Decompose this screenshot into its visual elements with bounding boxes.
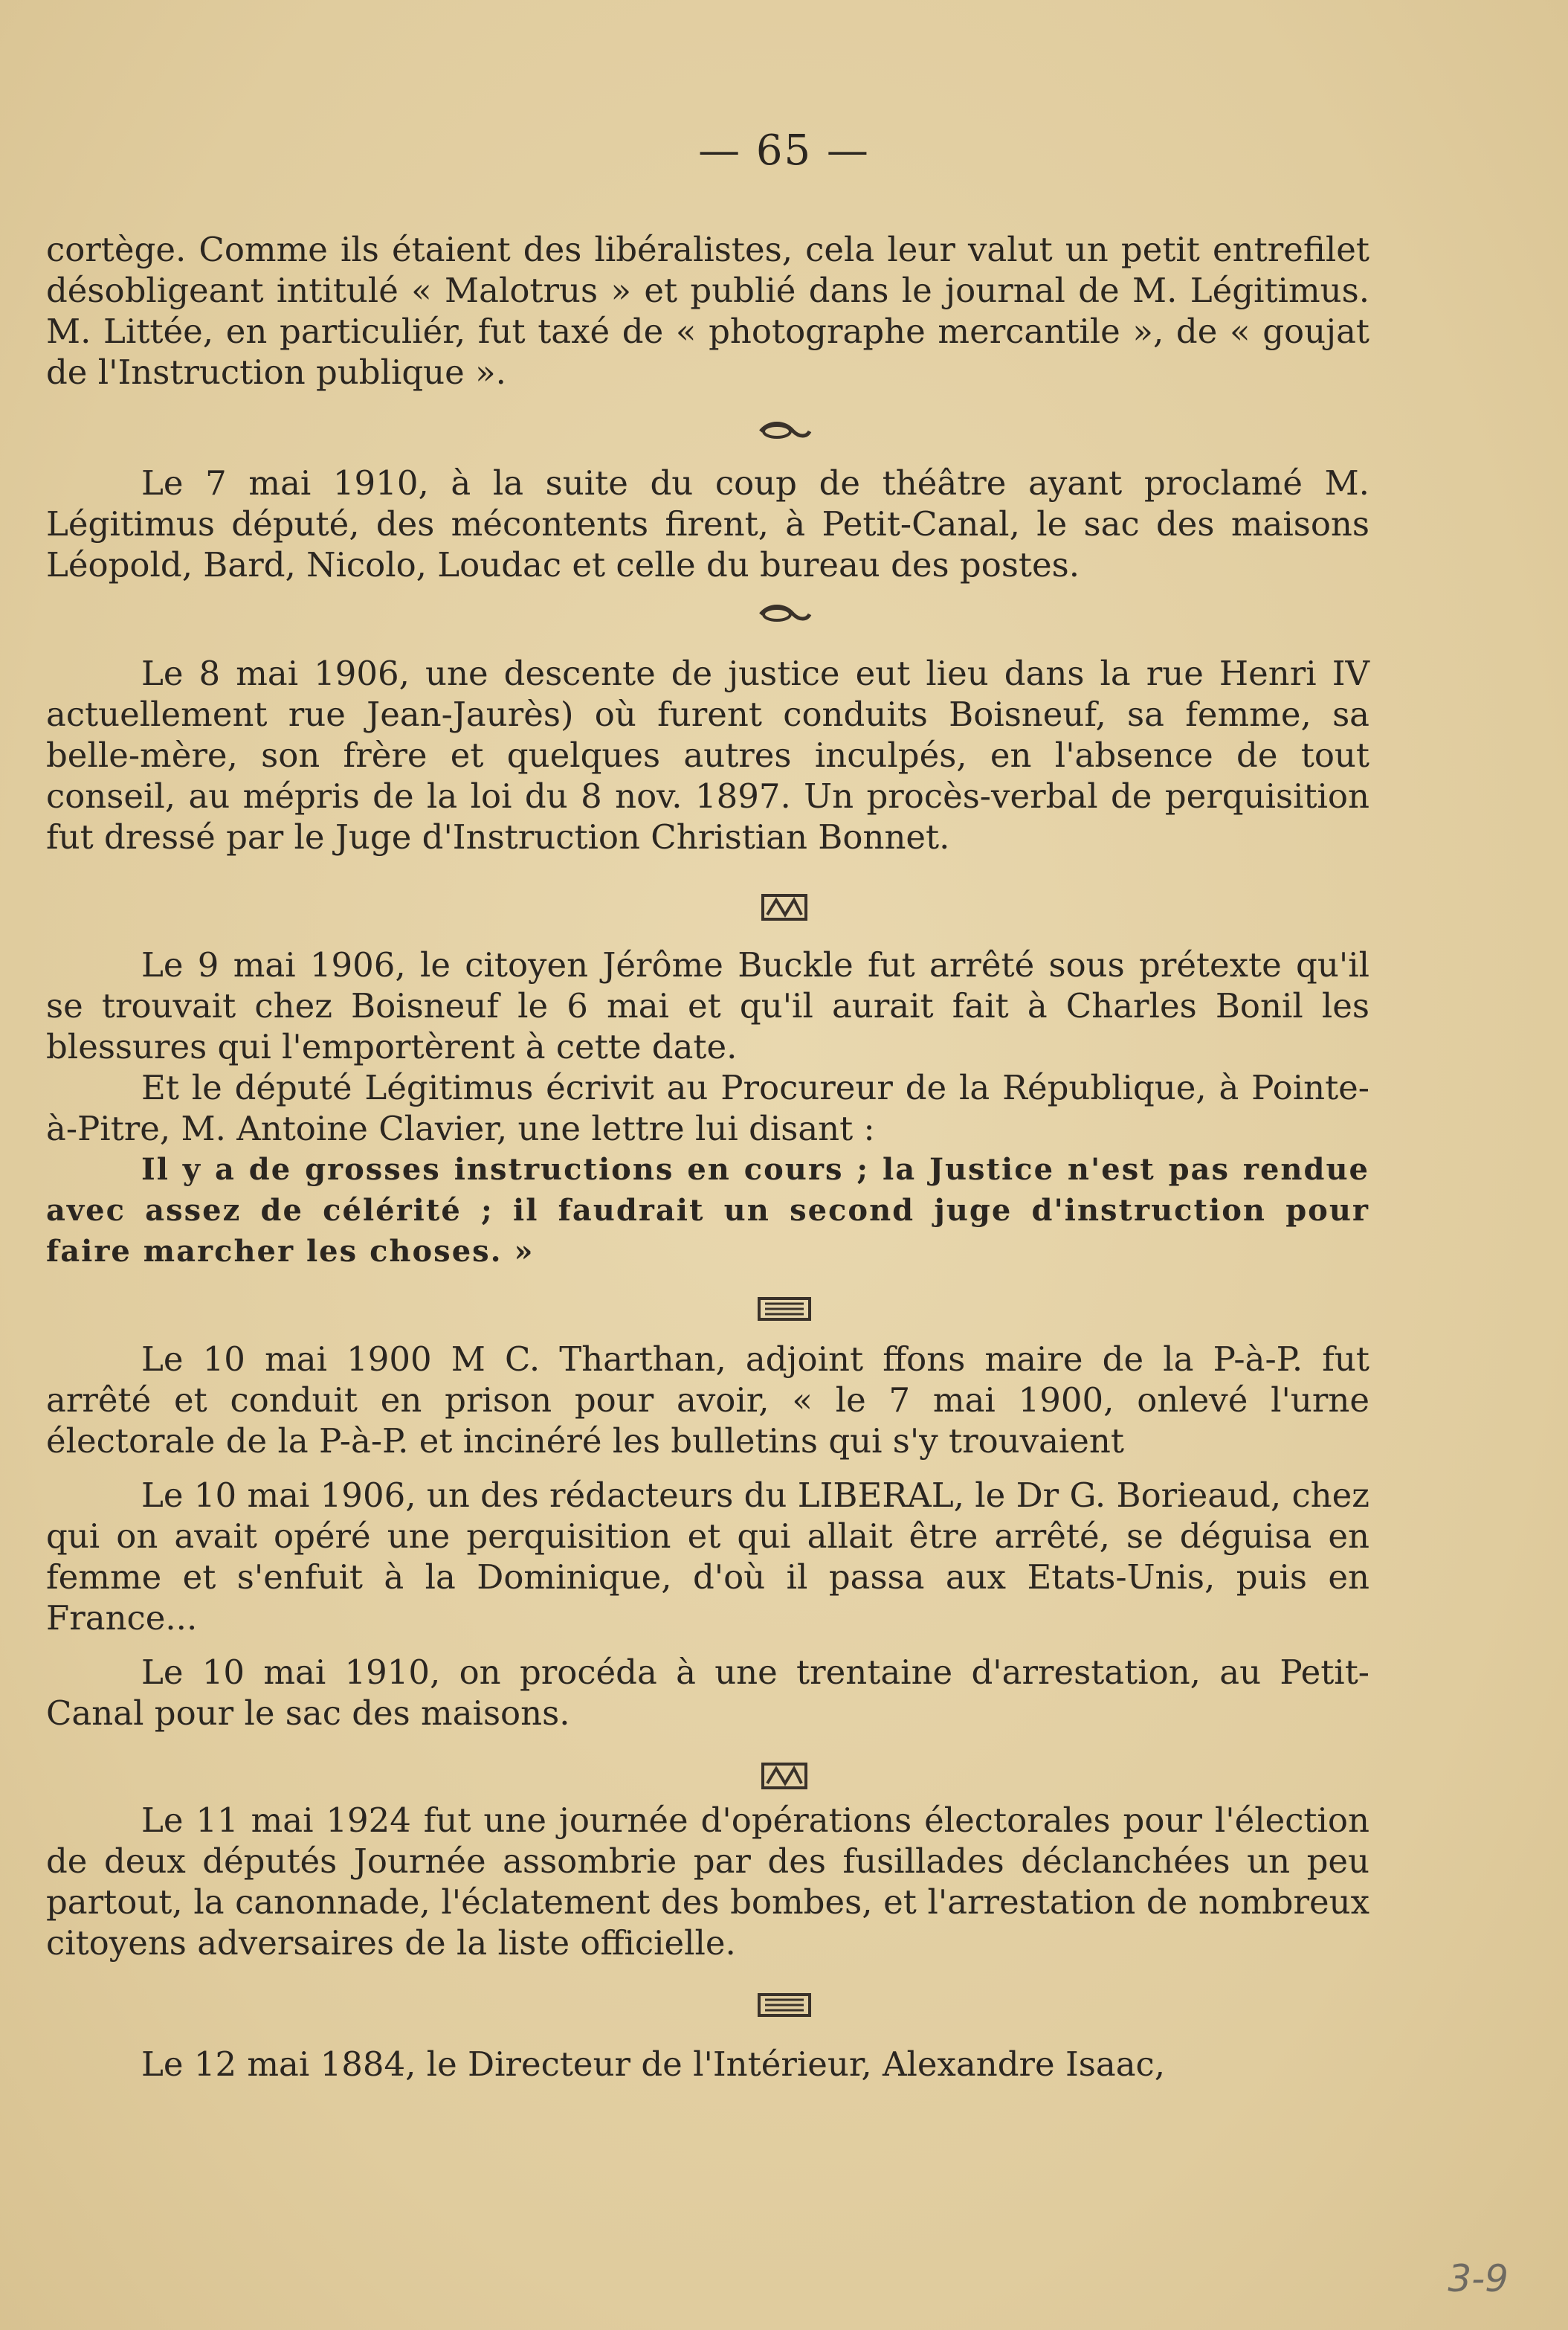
handwritten-note: 3-9: [1448, 2257, 1509, 2300]
paragraph-10-mai-1900: [46, 1339, 1369, 1734]
paragraph-cortege: [46, 229, 1369, 393]
ornament-icon: [0, 1761, 1568, 1794]
text-paragraph: Le 7 mai 1910, à la suite du coup de théâtre ayant proclamé M. Légitimus député, des mécontents firent, à Petit-Canal, le sac des maisons Léopold, Bard, Nicolo, Loudac et celle du bureau des postes.: [46, 463, 1369, 585]
quote-paragraph: Il y a de grosses instructions en cours ; la Justice n'est pas rendue avec assez de célérité ; il faudrait un second juge d'instruction pour faire marcher les choses. »: [46, 1152, 1369, 1269]
text-paragraph: cortège. Comme ils étaient des libéralistes, cela leur valut un petit entrefilet désobligeant intitulé « Malotrus » et publié dans le journal de M. Légitimus. M. Littée, en particuliér, fut taxé de « photographe mercantile », de « goujat de l'Instruction publique ».: [46, 230, 1369, 392]
text-paragraph: Et le député Légitimus écrivit au Procureur de la République, à Pointe-à-Pitre, M. Antoine Clavier, une lettre lui disant :: [46, 1068, 1369, 1148]
page-number: — 65 —: [698, 126, 870, 175]
ornament-icon: [0, 418, 1568, 448]
paragraph-12-mai-1884: [46, 2044, 1369, 2085]
text-paragraph: Le 9 mai 1906, le citoyen Jérôme Buckle fut arrêté sous prétexte qu'il se trouvait chez Boisneuf le 6 mai et qu'il aurait fait à Charles Bonil les blessures qui l'emportèrent à cette date.: [46, 945, 1369, 1066]
ornament-icon: [0, 1992, 1568, 2021]
ornament-icon: [0, 892, 1568, 925]
paragraph-8-mai-1906: [46, 653, 1369, 857]
text-paragraph: Le 10 mai 1906, un des rédacteurs du LIBERAL, le Dr G. Borieaud, chez qui on avait opéré une perquisition et qui allait être arrêté, se déguisa en femme et s'enfuit à la Dominique, d'où il passa aux Etats-Unis, puis en France...: [46, 1475, 1369, 1638]
text-paragraph: Le 8 mai 1906, une descente de justice eut lieu dans la rue Henri IV actuellement rue Jean-Jaurès) où furent conduits Boisneuf, sa femme, sa belle-mère, son frère et quelques autres inculpés, en l'absence de tout conseil, au mépris de la loi du 8 nov. 1897. Un procès-verbal de perquisition fut dressé par le Juge d'Instruction Christian Bonnet.: [46, 654, 1369, 857]
page-number-header: [0, 126, 1568, 175]
paragraph-7-mai-1910: [46, 463, 1369, 585]
paragraph-9-mai-1906: [46, 944, 1369, 1272]
ornament-icon: [0, 601, 1568, 631]
ornament-icon: [0, 1296, 1568, 1325]
text-paragraph: Le 10 mai 1910, on procéda à une trentaine d'arrestation, au Petit-Canal pour le sac des maisons.: [46, 1652, 1369, 1733]
text-paragraph: Le 10 mai 1900 M C. Tharthan, adjoint ffons maire de la P-à-P. fut arrêté et conduit en prison pour avoir, « le 7 mai 1900, onlevé l'urne électorale de la P-à-P. et incinéré les bulletins qui s'y trouvaient: [46, 1339, 1369, 1461]
text-paragraph: Le 11 mai 1924 fut une journée d'opérations électorales pour l'élection de deux députés Journée assombrie par des fusillades déclanchées un peu partout, la canonnade, l'éclatement des bombes, et l'arrestation de nombreux citoyens adversaires de la liste officielle.: [46, 1800, 1369, 1963]
paragraph-11-mai-1924: [46, 1800, 1369, 1963]
text-paragraph: Le 12 mai 1884, le Directeur de l'Intérieur, Alexandre Isaac,: [141, 2044, 1166, 2084]
